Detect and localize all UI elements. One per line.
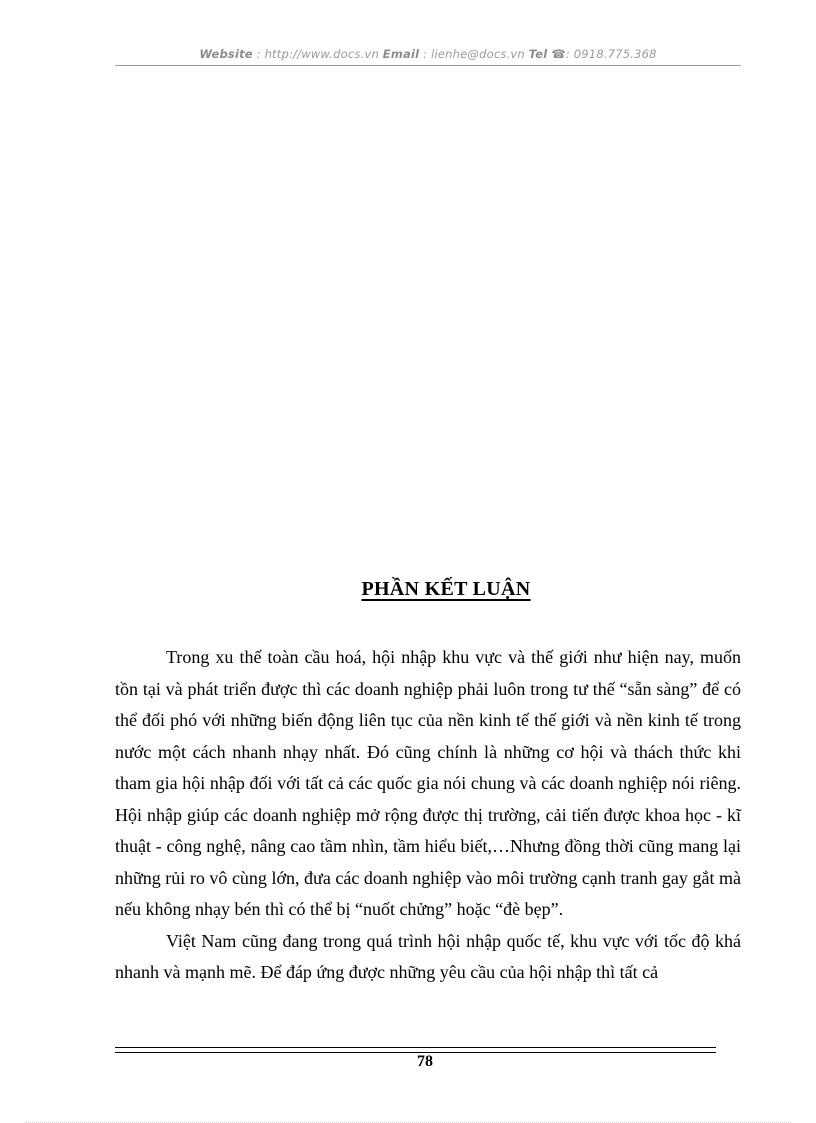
website-value: : http://www.docs.vn (256, 47, 379, 61)
body-text (115, 642, 741, 989)
section-title-wrapper (38, 578, 816, 601)
website-label: Website (199, 47, 253, 61)
tel-value: : 0918.775.368 (565, 47, 657, 61)
paragraph-2: Việt Nam cũng đang trong quá trình hội nhập quốc tế, khu vực với tốc độ khá nhanh và mạnh mẽ. Để đáp ứng được những yêu cầu của hội nhập thì tất cả (115, 930, 741, 982)
paragraph-1: Trong xu thế toàn cầu hoá, hội nhập khu vực và thế giới như hiện nay, muốn tồn tại và phát triển được thì các doanh nghiệp phải luôn trong tư thế “sẵn sàng” để có thể đối phó với những biến động liên tục của nền kinh tế thế giới và nền kinh tế trong nước một cách nhanh nhạy nhất. Đó cũng chính là những cơ hội và thách thức khi tham gia hội nhập đối với tất cả các quốc gia nói chung và các doanh nghiệp nói riêng. Hội nhập giúp các doanh nghiệp mở rộng được thị trường, cải tiến được khoa học - kĩ thuật - công nghệ, nâng cao tầm nhìn, tầm hiểu biết,…Nhưng đồng thời cũng mang lại những rủi ro vô cùng lớn, đưa các doanh nghiệp vào môi trường cạnh tranh gay gắt mà nếu không nhạy bén thì có thể bị “nuốt chửng” hoặc “đè bẹp”. (115, 647, 741, 919)
section-title: PHẦN KẾT LUẬN (361, 578, 531, 600)
page-number: 78 (417, 1053, 433, 1070)
page-header (115, 47, 741, 61)
tel-label: Tel (528, 47, 548, 61)
email-value: : lienhe@docs.vn (423, 47, 525, 61)
header-divider (115, 65, 741, 66)
telephone-icon: ☎ (551, 47, 566, 61)
email-label: Email (382, 47, 420, 61)
